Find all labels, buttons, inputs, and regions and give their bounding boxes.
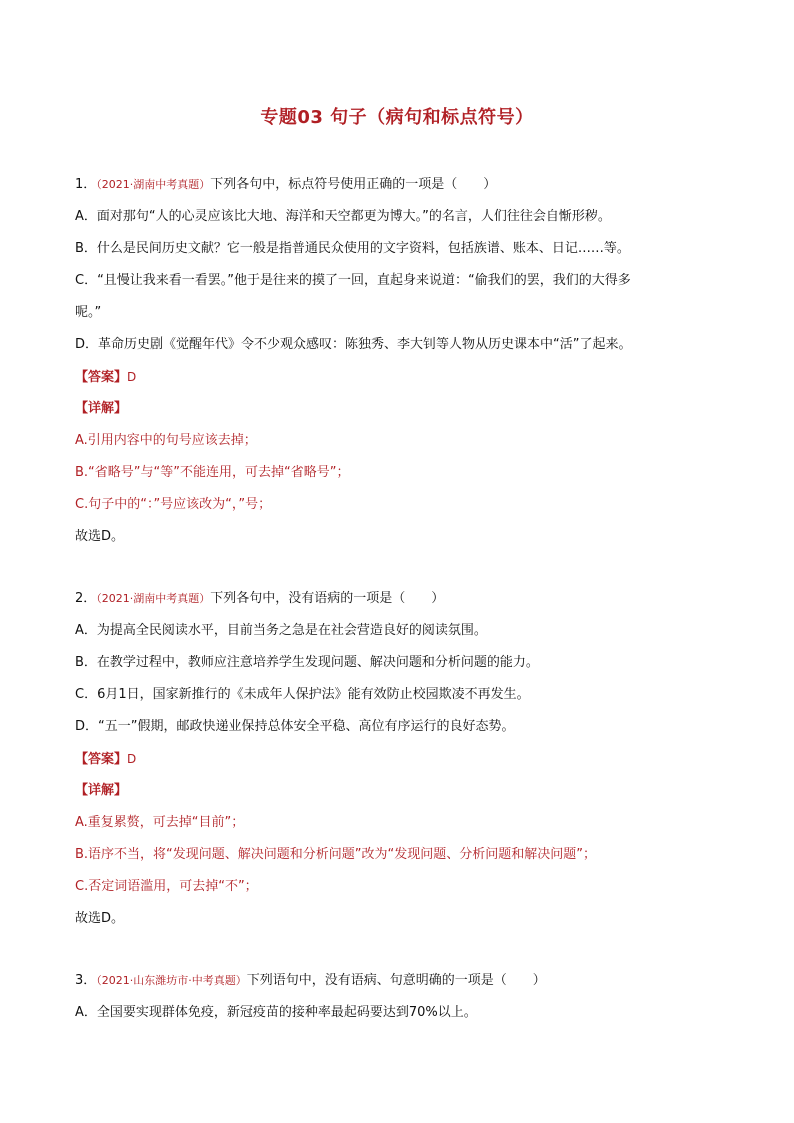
question-source: （2021·湖南中考真题） [96, 592, 211, 605]
question-1-option-b: B．什么是民间历史文献？它一般是指普通民众使用的文字资料，包括族谱、账本、日记……等。 [75, 241, 630, 256]
question-source: （2021·山东潍坊市·中考真题） [96, 974, 247, 987]
question-2-option-d: D．“五一”假期，邮政快递业保持总体安全平稳、高位有序运行的良好态势。 [75, 719, 515, 734]
question-2-conclusion: 故选D。 [75, 911, 125, 926]
question-2-explanation-c: C.否定词语滥用，可去掉“不”； [75, 879, 258, 894]
question-number: 2． [75, 591, 97, 606]
answer-label: 【答案】 [75, 752, 128, 767]
question-2-option-b: B．在教学过程中，教师应注意培养学生发现问题、解决问题和分析问题的能力。 [75, 655, 539, 670]
answer-value: D [127, 752, 137, 766]
question-1-detail-label: 【详解】 [75, 401, 128, 416]
question-2-explanation-b: B.语序不当，将“发现问题、解决问题和分析问题”改为“发现问题、分析问题和解决问题”； [75, 847, 596, 862]
answer-value: D [127, 370, 137, 384]
question-number: 1． [75, 177, 97, 192]
question-number: 3． [75, 973, 97, 988]
question-1-conclusion: 故选D。 [75, 529, 125, 544]
question-1-option-c: C．“且慢让我来看一看罢。”他于是往来的摸了一回，直起身来说道：“偷我们的罢，我们的大得多 [75, 273, 631, 288]
answer-label: 【答案】 [75, 370, 128, 385]
question-text: 下列语句中，没有语病、句意明确的一项是（ ） [246, 973, 546, 988]
question-text: 下列各句中，没有语病的一项是（ ） [210, 591, 445, 606]
question-1-option-d: D．革命历史剧《觉醒年代》令不少观众感叹：陈独秀、李大钊等人物从历史课本中“活”了起来。 [75, 337, 632, 352]
question-2-option-c: C．6月1日，国家新推行的《未成年人保护法》能有效防止校园欺凌不再发生。 [75, 687, 530, 702]
question-source: （2021·湖南中考真题） [96, 178, 211, 191]
question-2-answer [75, 750, 136, 769]
question-2-option-a: A．为提高全民阅读水平，目前当务之急是在社会营造良好的阅读氛围。 [75, 623, 487, 638]
question-1-explanation-b: B.“省略号”与“等”不能连用，可去掉“省略号”； [75, 465, 350, 480]
question-1-explanation-a: A.引用内容中的句号应该去掉； [75, 433, 257, 448]
page-title: 专题03 句子（病句和标点符号） [260, 107, 534, 128]
question-2-stem [75, 590, 444, 608]
question-1-option-c-cont: 呢。” [75, 305, 102, 320]
question-1-explanation-c: C.句子中的“：”号应该改为“，”号； [75, 497, 272, 512]
question-2-explanation-a: A.重复累赘，可去掉“目前”； [75, 815, 245, 830]
question-3-option-a: A．全国要实现群体免疫，新冠疫苗的接种率最起码要达到70%以上。 [75, 1005, 477, 1020]
question-text: 下列各句中，标点符号使用正确的一项是（ ） [210, 177, 497, 192]
question-3-stem [75, 972, 546, 990]
question-2-detail-label: 【详解】 [75, 783, 128, 798]
question-1-option-a: A．面对那句“人的心灵应该比大地、海洋和天空都更为博大。”的名言，人们往往会自惭形秽。 [75, 209, 611, 224]
question-1-answer [75, 368, 136, 387]
question-1-stem [75, 176, 496, 194]
